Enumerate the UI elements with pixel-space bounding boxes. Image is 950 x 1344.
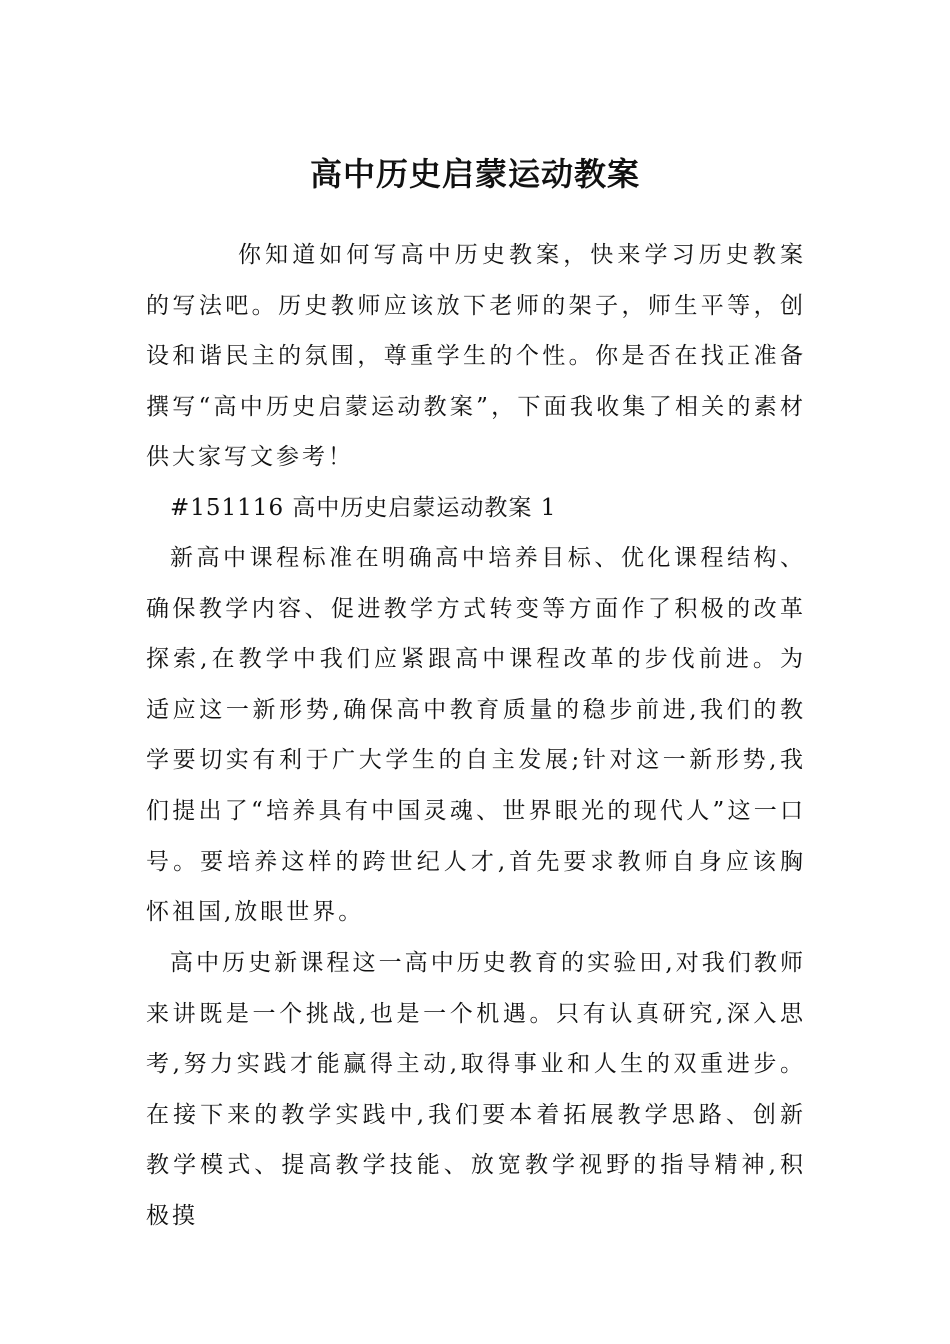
section-heading: #151116 高中历史启蒙运动教案 1 [170, 495, 557, 521]
body-paragraph: 高中历史新课程这一高中历史教育的实验田,对我们教师来讲既是一个挑战,也是一个机遇。只有认真研究,深入思考,努力实践才能赢得主动,取得事业和人生的双重进步。在接下来的教学实践中,我们要本着拓展教学思路、创新教学模式、提高教学技能、放宽教学视野的指导精神,积极摸 [146, 950, 806, 1229]
body-paragraph: 新高中课程标准在明确高中培养目标、优化课程结构、确保教学内容、促进教学方式转变等方面作了积极的改革探索,在教学中我们应紧跟高中课程改革的步伐前进。为适应这一新形势,确保高中教育质量的稳步前进,我们的教学要切实有利于广大学生的自主发展;针对这一新形势,我们提出了“培养具有中国灵魂、世界眼光的现代人”这一口号。要培养这样的跨世纪人才,首先要求教师自身应该胸怀祖国,放眼世界。 [146, 545, 806, 926]
document-title: 高中历史启蒙运动教案 [309, 155, 640, 194]
intro-paragraph: 你知道如何写高中历史教案，快来学习历史教案的写法吧。历史教师应该放下老师的架子，师生平等，创设和谐民主的氛围，尊重学生的个性。你是否在找正准备撰写“高中历史启蒙运动教案”，下面我收集了相关的素材供大家写文参考！ [146, 242, 806, 471]
